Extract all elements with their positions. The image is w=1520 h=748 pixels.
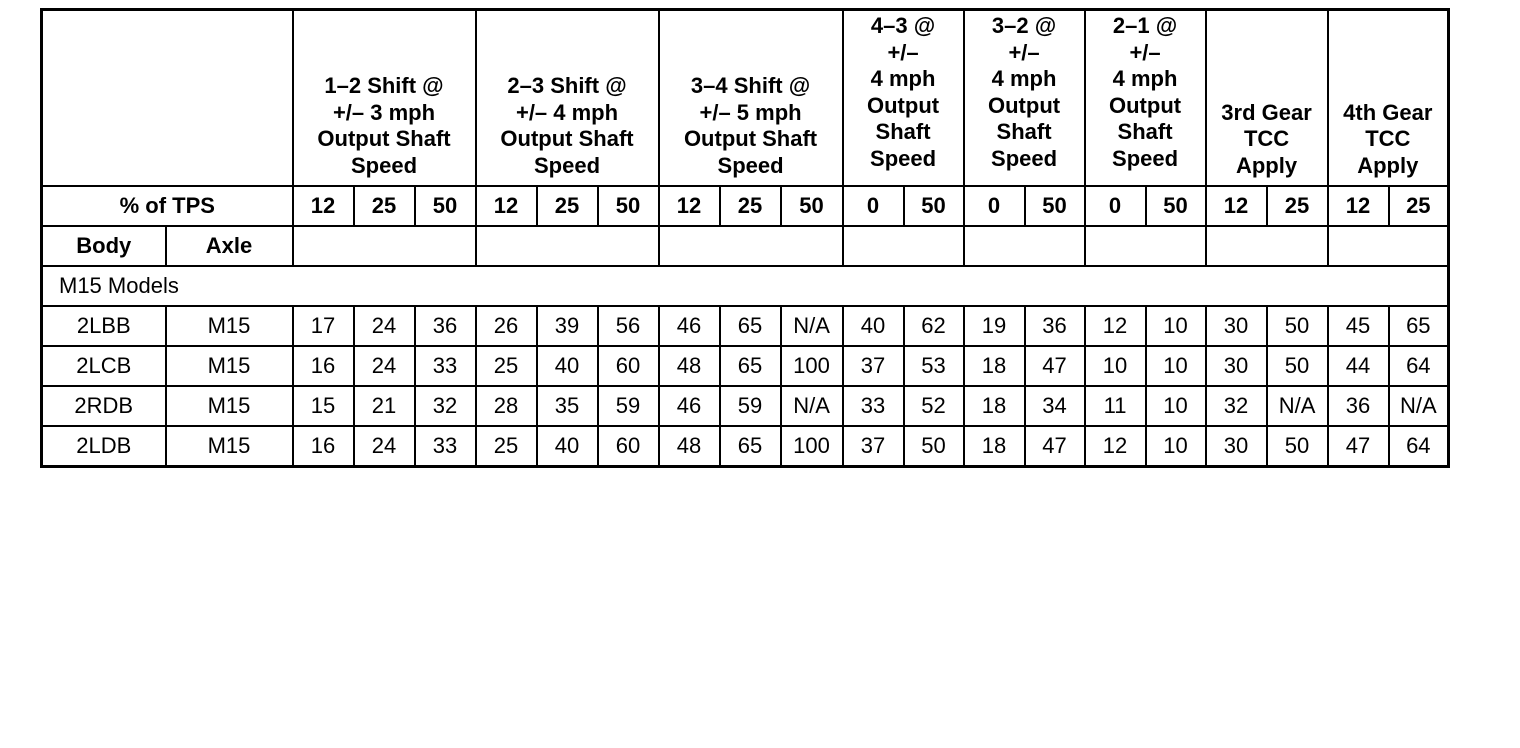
value-cell: 28 — [476, 386, 537, 426]
value-cell: 65 — [720, 346, 781, 386]
empty-cell — [1328, 226, 1449, 266]
table-row — [42, 386, 1449, 426]
value-cell: 40 — [537, 426, 598, 467]
header-3rd-gear-tcc: 3rd Gear TCC Apply — [1206, 10, 1328, 187]
header-blank — [42, 10, 293, 187]
value-cell: 30 — [1206, 306, 1267, 346]
value-cell: 52 — [904, 386, 964, 426]
value-cell: 30 — [1206, 346, 1267, 386]
value-cell: 50 — [1267, 426, 1328, 467]
value-cell: 37 — [843, 426, 904, 467]
body-cell: 2RDB — [42, 386, 166, 426]
value-cell: 32 — [415, 386, 476, 426]
table-row — [42, 306, 1449, 346]
body-axle-row — [42, 226, 1449, 266]
value-cell: 65 — [720, 306, 781, 346]
value-cell: 64 — [1389, 426, 1449, 467]
tps-cell: 25 — [537, 186, 598, 226]
empty-cell — [293, 226, 476, 266]
value-cell: 37 — [843, 346, 904, 386]
value-cell: 48 — [659, 426, 720, 467]
header-shift-3-2: 3–2 @ +/– 4 mph Output Shaft Speed — [964, 10, 1085, 187]
value-cell: 10 — [1146, 306, 1206, 346]
value-cell: 36 — [415, 306, 476, 346]
value-cell: N/A — [1267, 386, 1328, 426]
value-cell: 10 — [1146, 426, 1206, 467]
header-shift-1-2: 1–2 Shift @ +/– 3 mph Output Shaft Speed — [293, 10, 476, 187]
value-cell: 32 — [1206, 386, 1267, 426]
value-cell: 50 — [1267, 306, 1328, 346]
value-cell: 18 — [964, 346, 1025, 386]
value-cell: 36 — [1025, 306, 1085, 346]
value-cell: 16 — [293, 426, 354, 467]
value-cell: 56 — [598, 306, 659, 346]
value-cell: 53 — [904, 346, 964, 386]
header-4th-gear-tcc: 4th Gear TCC Apply — [1328, 10, 1449, 187]
table-row — [42, 346, 1449, 386]
section-label: M15 Models — [42, 266, 1449, 306]
empty-cell — [964, 226, 1085, 266]
value-cell: 11 — [1085, 386, 1146, 426]
value-cell: 15 — [293, 386, 354, 426]
value-cell: 18 — [964, 386, 1025, 426]
axle-label: Axle — [166, 226, 293, 266]
value-cell: 16 — [293, 346, 354, 386]
value-cell: 19 — [964, 306, 1025, 346]
value-cell: 25 — [476, 426, 537, 467]
empty-cell — [1206, 226, 1328, 266]
value-cell: 100 — [781, 426, 843, 467]
value-cell: 46 — [659, 386, 720, 426]
body-label: Body — [42, 226, 166, 266]
tps-cell: 0 — [843, 186, 904, 226]
tps-cell: 50 — [781, 186, 843, 226]
value-cell: 47 — [1025, 346, 1085, 386]
empty-cell — [843, 226, 964, 266]
value-cell: 40 — [537, 346, 598, 386]
value-cell: 33 — [415, 346, 476, 386]
value-cell: 24 — [354, 426, 415, 467]
tps-cell: 50 — [598, 186, 659, 226]
tps-cell: 50 — [904, 186, 964, 226]
header-shift-3-4: 3–4 Shift @ +/– 5 mph Output Shaft Speed — [659, 10, 843, 187]
tps-row — [42, 186, 1449, 226]
value-cell: 24 — [354, 306, 415, 346]
value-cell: 21 — [354, 386, 415, 426]
value-cell: 12 — [1085, 426, 1146, 467]
tps-cell: 0 — [964, 186, 1025, 226]
tps-cell: 12 — [659, 186, 720, 226]
tps-cell: 12 — [476, 186, 537, 226]
value-cell: 44 — [1328, 346, 1389, 386]
value-cell: 10 — [1085, 346, 1146, 386]
tps-cell: 25 — [1267, 186, 1328, 226]
value-cell: 34 — [1025, 386, 1085, 426]
data-rows — [42, 306, 1449, 467]
value-cell: 25 — [476, 346, 537, 386]
tps-cell: 25 — [720, 186, 781, 226]
axle-cell: M15 — [166, 426, 293, 467]
tps-cell: 12 — [293, 186, 354, 226]
empty-cell — [1085, 226, 1206, 266]
value-cell: 24 — [354, 346, 415, 386]
value-cell: 62 — [904, 306, 964, 346]
tps-cell: 0 — [1085, 186, 1146, 226]
value-cell: 10 — [1146, 386, 1206, 426]
value-cell: 65 — [1389, 306, 1449, 346]
value-cell: 35 — [537, 386, 598, 426]
value-cell: 59 — [720, 386, 781, 426]
tps-cell: 25 — [1389, 186, 1449, 226]
value-cell: 47 — [1025, 426, 1085, 467]
value-cell: 45 — [1328, 306, 1389, 346]
axle-cell: M15 — [166, 386, 293, 426]
tps-cell: 12 — [1206, 186, 1267, 226]
shift-speed-table — [40, 8, 1450, 468]
value-cell: 60 — [598, 346, 659, 386]
value-cell: 59 — [598, 386, 659, 426]
value-cell: 47 — [1328, 426, 1389, 467]
value-cell: 12 — [1085, 306, 1146, 346]
value-cell: 17 — [293, 306, 354, 346]
value-cell: 60 — [598, 426, 659, 467]
value-cell: 33 — [843, 386, 904, 426]
value-cell: 48 — [659, 346, 720, 386]
header-shift-2-1: 2–1 @ +/– 4 mph Output Shaft Speed — [1085, 10, 1206, 187]
tps-cell: 50 — [1025, 186, 1085, 226]
value-cell: 64 — [1389, 346, 1449, 386]
table-row — [42, 426, 1449, 467]
value-cell: 50 — [1267, 346, 1328, 386]
body-cell: 2LCB — [42, 346, 166, 386]
body-cell: 2LBB — [42, 306, 166, 346]
value-cell: 18 — [964, 426, 1025, 467]
tps-cell: 12 — [1328, 186, 1389, 226]
header-shift-2-3: 2–3 Shift @ +/– 4 mph Output Shaft Speed — [476, 10, 659, 187]
tps-label: % of TPS — [42, 186, 293, 226]
tps-cell: 25 — [354, 186, 415, 226]
value-cell: N/A — [781, 306, 843, 346]
value-cell: 30 — [1206, 426, 1267, 467]
tps-cell: 50 — [1146, 186, 1206, 226]
tps-cell: 50 — [415, 186, 476, 226]
header-shift-4-3: 4–3 @ +/– 4 mph Output Shaft Speed — [843, 10, 964, 187]
value-cell: 26 — [476, 306, 537, 346]
value-cell: 46 — [659, 306, 720, 346]
empty-cell — [659, 226, 843, 266]
value-cell: 65 — [720, 426, 781, 467]
value-cell: 50 — [904, 426, 964, 467]
value-cell: 39 — [537, 306, 598, 346]
value-cell: 36 — [1328, 386, 1389, 426]
value-cell: 33 — [415, 426, 476, 467]
value-cell: N/A — [1389, 386, 1449, 426]
axle-cell: M15 — [166, 346, 293, 386]
axle-cell: M15 — [166, 306, 293, 346]
value-cell: 10 — [1146, 346, 1206, 386]
header-row — [42, 10, 1449, 187]
value-cell: N/A — [781, 386, 843, 426]
body-cell: 2LDB — [42, 426, 166, 467]
value-cell: 40 — [843, 306, 904, 346]
value-cell: 100 — [781, 346, 843, 386]
empty-cell — [476, 226, 659, 266]
section-row — [42, 266, 1449, 306]
